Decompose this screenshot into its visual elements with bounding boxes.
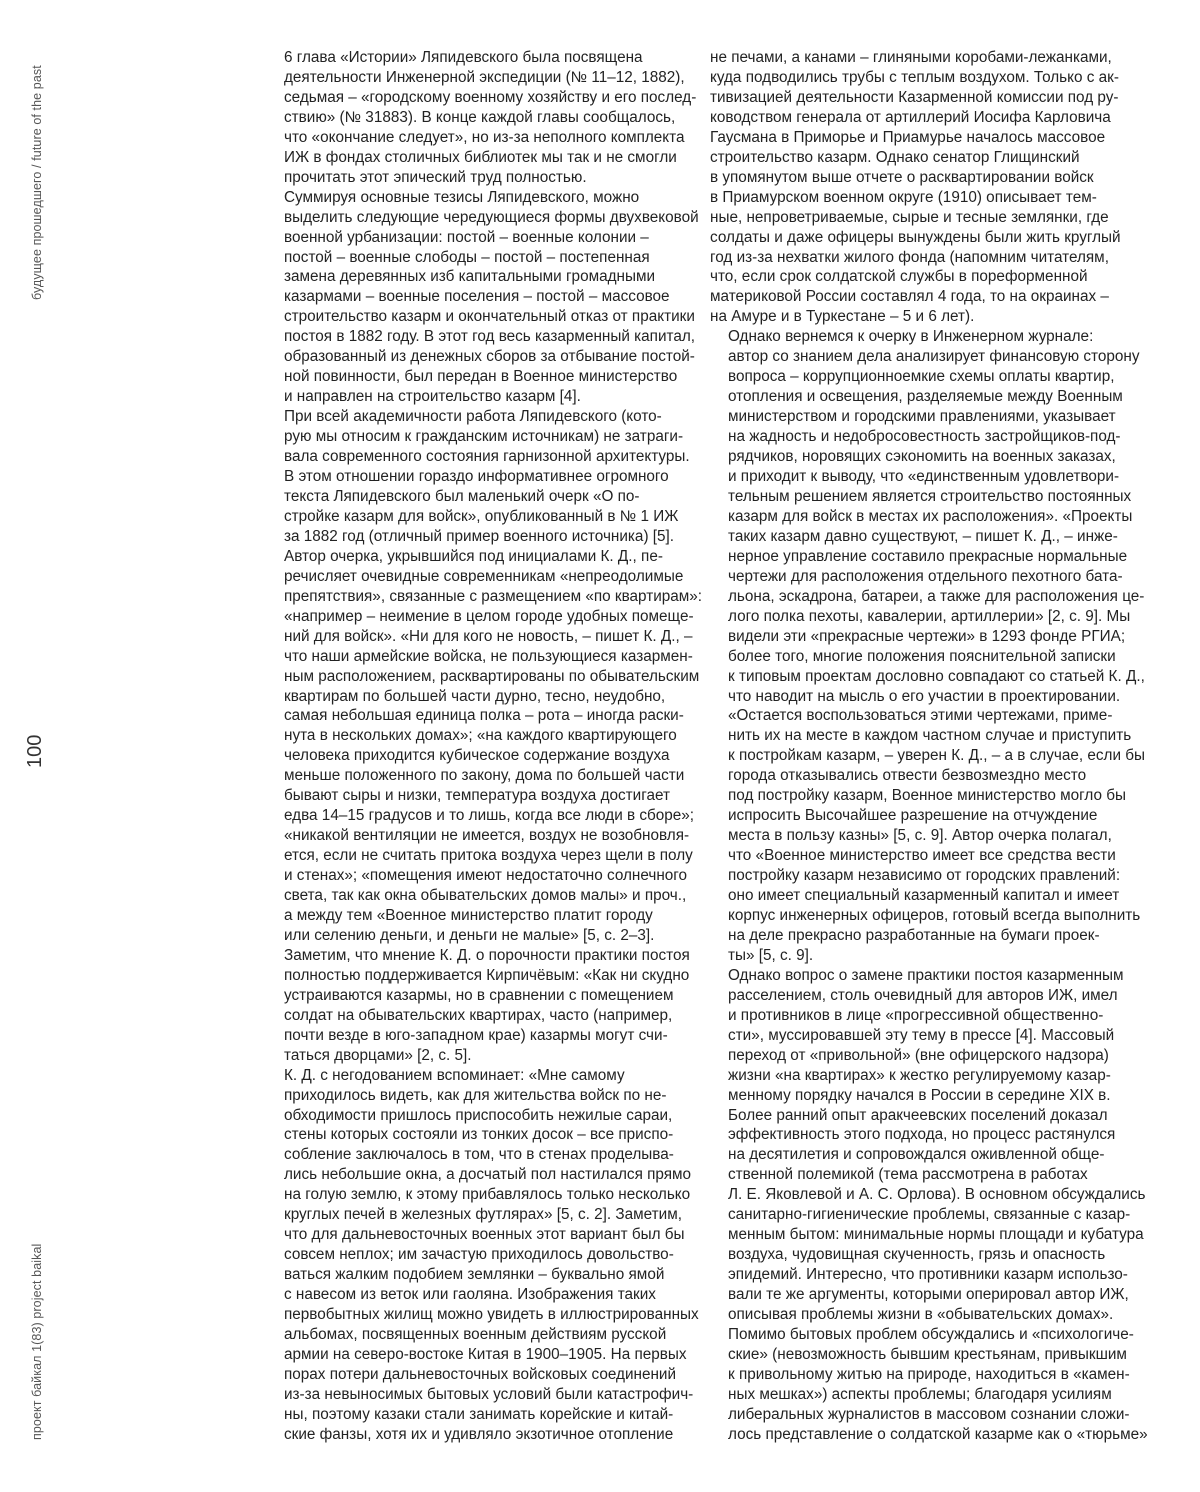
text-line: седьмая – «городскому военному хозяйству и его послед-: [284, 88, 697, 106]
text-line: расселением, столь очевидный для авторов ИЖ, имел: [728, 986, 1118, 1004]
text-line: казармами – военные поселения – постой – массовое: [284, 288, 670, 306]
text-line: жизни «на квартирах» к жестко регулируемому казар-: [728, 1066, 1111, 1084]
text-line: солдат на обывательских квартирах, часто (например,: [284, 1006, 673, 1024]
text-line: с навесом из веток или гаоляна. Изображения таких: [284, 1286, 656, 1304]
text-line: что наводит на мысль о его участии в проектировании.: [728, 687, 1121, 705]
text-line: переход от «привольной» (вне офицерского надзора): [728, 1046, 1109, 1064]
text-line: Автор очерка, укрывшийся под инициалами К. Д., пе-: [284, 547, 663, 565]
text-line: человека приходится кубическое содержание воздуха: [284, 747, 670, 765]
text-line: стены которых состояли из тонких досок – все приспо-: [284, 1126, 674, 1144]
text-line: корпус инженерных офицеров, готовый всегда выполнить: [728, 906, 1141, 924]
text-line: из-за невыносимых бытовых условий были катастрофич-: [284, 1385, 694, 1403]
text-line: либеральных журналистов в массовом сознании сложи-: [728, 1405, 1130, 1423]
text-line: постройку казарм независимо от городских правлений:: [728, 867, 1121, 885]
paragraph: [710, 48, 1122, 327]
text-line: постоя в 1882 году. В этот год весь казарменный капитал,: [284, 328, 696, 346]
text-line: на Амуре и в Туркестане – 5 и 6 лет).: [710, 308, 975, 326]
text-line: Л. Е. Яковлевой и А. С. Орлова). В основном обсуждались: [728, 1186, 1146, 1204]
text-line: ных мешках») аспекты проблемы; благодаря усилиям: [728, 1385, 1112, 1403]
text-line: строительство казарм и окончательный отказ от практики: [284, 308, 695, 326]
text-line: почти везде в юго-западном крае) казармы могут счи-: [284, 1026, 668, 1044]
text-line: препятствия», связанные с размещением «по квартирам»:: [284, 587, 703, 605]
text-line: лось представление о солдатской казарме как о «тюрьме»: [728, 1425, 1148, 1443]
text-line: не печами, а канами – глиняными коробами-лежанками,: [710, 49, 1112, 66]
text-line: испросить Высочайшее разрешение на отчуждение: [728, 807, 1098, 825]
text-line: на деле прекрасно разработанные на бумаги проек-: [728, 926, 1100, 944]
text-line: на голую землю, к этому прибавлялось только несколько: [284, 1186, 691, 1204]
text-line: более того, многие положения пояснительной записки: [728, 647, 1116, 665]
text-line: совсем неплох; им зачастую приходилось довольство-: [284, 1246, 674, 1264]
text-line: города отказывались отвести безвозмездно место: [728, 767, 1087, 785]
paragraph: [710, 327, 1145, 966]
text-line: строительство казарм. Однако сенатор Глищинский: [710, 148, 1080, 166]
text-line: эпидемий. Интересно, что противники казарм использо-: [728, 1266, 1128, 1284]
text-line: видели эти «прекрасные чертежи» в 1293 фонде РГИА;: [728, 627, 1126, 645]
text-line: В этом отношении гораздо информативнее огромного: [284, 468, 669, 486]
text-line: на десятилетия и сопровождался оживленной обще-: [728, 1146, 1105, 1164]
text-line: отопления и освещения, разделяемые между Военным: [728, 388, 1123, 406]
text-line: таких казарм давно существуют, – пишет К. Д., – инже-: [728, 527, 1118, 545]
text-line: вопроса – коррупционноемкие схемы оплаты квартир,: [728, 368, 1115, 386]
text-line: ные, непроветриваемые, сырые и тесные землянки, где: [710, 208, 1109, 226]
text-line: Заметим, что мнение К. Д. о порочности практики постоя: [284, 946, 690, 964]
text-line: приходилось видеть, как для жительства войск по не-: [284, 1086, 667, 1104]
text-line: прочитать этот эпический труд полностью.: [284, 168, 587, 186]
text-line: и противников в лице «прогрессивной общественно-: [728, 1006, 1104, 1024]
text-line: ководством генерала от артиллерий Иосифа Карловича: [710, 108, 1111, 126]
text-line: нута в нескольких домах»; «на каждого квартирующего: [284, 727, 677, 745]
text-line: света, так как окна обывательских домов малы» и проч.,: [284, 887, 687, 905]
text-line: к постройкам казарм, – уверен К. Д., – а в случае, если бы: [728, 747, 1145, 765]
text-line: замена деревянных изб капитальными громадными: [284, 268, 656, 286]
text-line: менному порядку начался в России в середине XIX в.: [728, 1086, 1111, 1104]
text-line: армии на северо-востоке Китая в 1900–1905. На первых: [284, 1345, 687, 1363]
text-line: что, если срок солдатской службы в пореформенной: [710, 268, 1088, 286]
text-line: что наши армейские войска, не пользующиеся казармен-: [284, 647, 693, 665]
text-line: «например – неимение в целом городе удобных помеще-: [284, 607, 694, 625]
text-line: казарм для войск в местах их расположения». «Проекты: [728, 507, 1133, 525]
text-line: и стенах»; «помещения имеют недостаточно солнечного: [284, 867, 688, 885]
text-line: сти», муссировавшей эту тему в прессе [4]. Массовый: [728, 1026, 1115, 1044]
text-line: чертежи для расположения отдельного пехотного бата-: [728, 567, 1123, 585]
text-line: обходимости пришлось приспособить нежилые сараи,: [284, 1106, 673, 1124]
text-line: Суммируя основные тезисы Ляпидевского, можно: [284, 188, 640, 206]
text-line: образованный из денежных сборов за отбывание постой-: [284, 348, 695, 366]
text-line: вали те же аргументы, которыми оперировал автор ИЖ,: [728, 1286, 1129, 1304]
text-line: альбомах, посвященных военным действиям русской: [284, 1326, 667, 1343]
text-line: нить их на месте в каждом частном случае и приступить: [728, 727, 1132, 745]
text-line: автор со знанием дела анализирует финансовую сторону: [728, 348, 1140, 366]
text-column-left: [266, 48, 703, 1445]
paragraph: [266, 48, 697, 188]
paragraph: [266, 1066, 699, 1445]
text-line: ствию» (№ 31883). В конце каждой главы сообщалось,: [284, 108, 676, 126]
text-line: вала современного состояния гарнизонной архитектуры.: [284, 448, 690, 466]
text-line: тивизацией деятельности Казарменной комиссии под ру-: [710, 88, 1119, 106]
text-line: куда подводились трубы с теплым воздухом. Только с ак-: [710, 68, 1119, 86]
text-line: 6 глава «Истории» Ляпидевского была посвящена: [284, 49, 643, 66]
text-line: речисляет очевидные современникам «непреодолимые: [284, 567, 684, 585]
text-line: К. Д. с негодованием вспоминает: «Мне самому: [284, 1066, 625, 1084]
running-footer-journal: проект байкал 1(83) project baikal: [30, 1243, 44, 1440]
text-line: выделить следующие чередующиеся формы двухвековой: [284, 208, 699, 226]
text-line: ты» [5, с. 9].: [728, 946, 814, 964]
text-line: к типовым проектам дословно совпадают со статьей К. Д.,: [728, 667, 1145, 685]
text-line: и направлен на строительство казарм [4].: [284, 388, 581, 406]
text-line: на жадность и недобросовестность застройщиков-под-: [728, 428, 1121, 446]
text-line: министерством и городскими правлениями, указывает: [728, 408, 1116, 426]
text-line: военной урбанизации: постой – военные колонии –: [284, 228, 649, 246]
text-line: лого полка пехоты, кавалерии, артиллерии» [2, с. 9]. Мы: [728, 607, 1131, 625]
text-line: оно имеет специальный казарменный капитал и имеет: [728, 887, 1120, 905]
text-line: Однако вопрос о замене практики постоя казарменным: [728, 966, 1124, 984]
text-line: ские фанзы, хотя их и удивляло экзотичное отопление: [284, 1425, 674, 1443]
text-line: Гаусмана в Приморье и Приамурье началось массовое: [710, 128, 1106, 146]
text-line: самая небольшая единица полка – рота – иногда раски-: [284, 707, 684, 725]
text-line: едва 14–15 градусов и то лишь, когда все люди в сборе»;: [284, 807, 695, 825]
running-header-section: будущее прошедшего / future of the past: [30, 65, 44, 300]
text-line: Более ранний опыт аракчеевских поселений доказал: [728, 1106, 1108, 1124]
text-line: материковой России составлял 4 года, то на окраинах –: [710, 288, 1109, 306]
text-line: ны, поэтому казаки стали занимать корейские и китай-: [284, 1405, 674, 1423]
text-line: описывая проблемы жизни в «обывательских домах».: [728, 1306, 1114, 1324]
text-line: эффективность этого подхода, но процесс растянулся: [728, 1126, 1116, 1144]
text-line: деятельности Инженерной экспедиции (№ 11–12, 1882),: [284, 68, 685, 86]
text-line: ские» (невозможность бывшим крестьянам, привыкшим: [728, 1345, 1127, 1363]
text-line: ной повинности, был передан в Военное министерство: [284, 368, 678, 386]
paragraph: [266, 407, 703, 1065]
text-line: под постройку казарм, Военное министерство могло бы: [728, 787, 1126, 805]
paragraph: [710, 966, 1148, 1445]
text-line: текста Ляпидевского был маленький очерк «О по-: [284, 487, 640, 505]
text-line: что для дальневосточных военных этот вариант был бы: [284, 1226, 685, 1244]
text-line: места в пользу казны» [5, с. 9]. Автор очерка полагал,: [728, 827, 1112, 845]
text-line: менным бытом: минимальные нормы площади и кубатура: [728, 1226, 1144, 1244]
text-line: «никакой вентиляции не имеется, воздух не возобновля-: [284, 827, 690, 845]
text-line: постой – военные слободы – постой – постепенная: [284, 248, 650, 266]
text-column-right: [710, 48, 1148, 1445]
paragraph: [266, 188, 699, 407]
text-line: Однако вернемся к очерку в Инженерном журнале:: [728, 328, 1094, 346]
text-line: солдаты и даже офицеры вынуждены были жить круглый: [710, 228, 1121, 246]
text-line: бывают сыры и низки, температура воздуха достигает: [284, 787, 670, 805]
text-line: При всей академичности работа Ляпидевского (кото-: [284, 408, 662, 426]
text-line: ственной полемикой (тема рассмотрена в работах: [728, 1166, 1088, 1184]
text-line: меньше положенного по закону, дома по большей части: [284, 767, 685, 785]
text-line: собление заключалось в том, что в стенах проделыва-: [284, 1146, 674, 1164]
page-number: 100: [24, 734, 46, 768]
text-line: ний для войск». «Ни для кого не новость, – пишет К. Д., –: [284, 627, 693, 645]
text-line: нерное управление составило прекрасные нормальные: [728, 547, 1128, 565]
text-line: полностью поддерживается Кирпичёвым: «Как ни скудно: [284, 966, 690, 984]
text-line: устраиваются казармы, но в сравнении с помещением: [284, 986, 674, 1004]
text-line: таться дворцами» [2, с. 5].: [284, 1046, 472, 1064]
text-line: Помимо бытовых проблем обсуждались и «психологиче-: [728, 1326, 1134, 1343]
text-line: «Остается воспользоваться этими чертежами, приме-: [728, 707, 1113, 725]
text-line: ИЖ в фондах столичных библиотек мы так и не смогли: [284, 148, 677, 166]
text-line: а между тем «Военное министерство платит городу: [284, 906, 653, 924]
text-line: стройке казарм для войск», опубликованный в № 1 ИЖ: [284, 507, 679, 525]
text-line: в Приамурском военном округе (1910) описывает тем-: [710, 188, 1097, 206]
text-line: ется, если не считать притока воздуха через щели в полу: [284, 847, 693, 865]
text-line: тельным решением является строительство постоянных: [728, 487, 1132, 505]
text-line: рядчиков, норовящих сэкономить на военных заказах,: [728, 448, 1116, 466]
text-line: в упомянутом выше отчете о расквартировании войск: [710, 168, 1094, 186]
text-line: ваться жалким подобием землянки – буквально ямой: [284, 1266, 665, 1284]
text-line: год из-за нехватки жилого фонда (напомним читателям,: [710, 248, 1109, 266]
text-line: лись небольшие окна, а досчатый пол настилался прямо: [284, 1166, 692, 1184]
text-line: порах потери дальневосточных войсковых соединений: [284, 1365, 677, 1383]
text-line: воздуха, чудовищная скученность, грязь и опасность: [728, 1246, 1106, 1264]
text-line: рую мы относим к гражданским источникам) не затраги-: [284, 428, 684, 446]
text-line: и приходит к выводу, что «единственным удовлетвори-: [728, 468, 1120, 486]
text-line: круглых печей в железных футлярах» [5, с. 2]. Заметим,: [284, 1206, 682, 1224]
text-line: что «окончание следует», но из-за неполного комплекта: [284, 128, 685, 146]
text-line: или селению деньги, и деньги не малые» [5, с. 2–3].: [284, 926, 655, 944]
text-line: санитарно-гигиенические проблемы, связанные с казар-: [728, 1206, 1131, 1224]
text-line: квартирам по большей части дурно, тесно, неудобно,: [284, 687, 666, 705]
text-line: за 1882 год (отличный пример военного источника) [5].: [284, 527, 675, 545]
text-line: ным расположением, расквартированы по обывательским: [284, 667, 700, 685]
text-line: что «Военное министерство имеет все средства вести: [728, 847, 1116, 865]
text-line: первобытных жилищ можно увидеть в иллюстрированных: [284, 1306, 699, 1324]
text-line: льона, эскадрона, батареи, а также для расположения це-: [728, 587, 1145, 605]
text-line: к привольному житью на природе, находиться в «камен-: [728, 1365, 1130, 1383]
